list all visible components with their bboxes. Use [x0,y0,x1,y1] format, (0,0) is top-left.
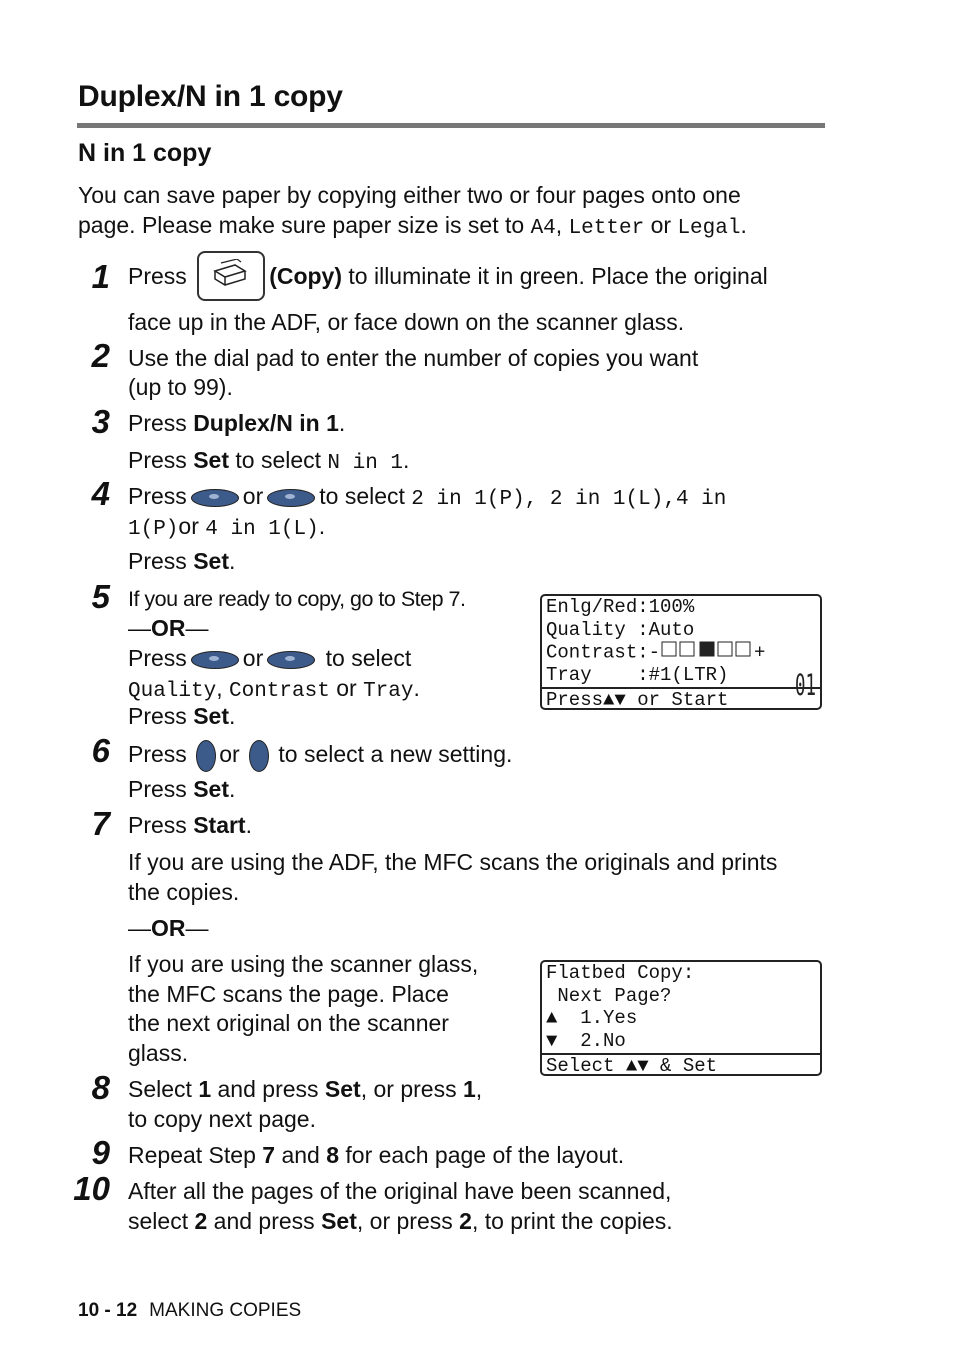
setting-option: 4 in 1(L) [205,518,319,541]
step-6-line-1 [128,740,512,772]
dash: — [128,615,151,641]
size-letter: Letter [568,217,645,240]
setting-option: Contrast [229,680,330,703]
dash: — [185,615,209,641]
step-2-line-1: Use the dial pad to enter the number of copies you want [128,345,699,371]
down-arrow-key-icon [267,651,315,669]
step-ref: 7 [262,1142,276,1168]
step-text: . [318,513,326,539]
lcd-display-next-page [540,960,822,1076]
step-2-line-2: (up to 99). [128,374,233,400]
step-number: 3 [91,403,110,440]
title-rule [77,123,825,128]
intro-or: or [644,212,678,238]
step-7-glass-line-2: the MFC scans the page. Place [128,981,449,1007]
step-number: 2 [91,337,110,374]
step-text: or [178,513,206,539]
step-text: for each page of the layout. [339,1142,625,1168]
intro-dot: . [740,212,747,238]
setting-option: Tray [363,680,414,703]
page-number: 10 - 12 [78,1300,138,1321]
step-5-line-1: If you are ready to copy, go to Step 7. [128,587,466,611]
size-a4: A4 [530,217,556,240]
step-text: Repeat Step [128,1142,263,1168]
lcd-status-row: Select ▲▼ & Set [542,1053,820,1076]
step-7-adf-line-1: If you are using the ADF, the MFC scans the originals and prints [128,849,778,875]
step-text: and press [207,1208,322,1234]
step-text: Press [128,447,194,473]
step-text: to select [228,447,328,473]
step-number: 6 [91,732,110,769]
step-5-line-3 [128,645,411,672]
step-text: , to print the copies. [471,1208,673,1234]
intro-line-1: You can save paper by copying either two or four pages onto one [78,182,741,208]
step-text: . [228,703,236,729]
or-separator [128,915,209,942]
dash: — [185,915,209,941]
step-text: , or press [360,1076,463,1102]
set-key-label: Set [324,1076,361,1102]
step-text: Press [128,645,187,671]
step-3-line-2 [128,447,409,475]
lcd-row: ▲ 1.Yes [546,1007,638,1030]
duplex-key-label: Duplex/N in 1 [193,410,339,436]
step-text: or [219,741,240,768]
or-label: OR [151,615,186,641]
right-arrow-key-icon [249,740,269,772]
key-1-label: 1 [198,1076,212,1102]
step-text: to select a new setting. [278,741,513,768]
page-footer [78,1300,301,1322]
step-text: Press [128,548,194,574]
step-9-line-1 [128,1142,624,1169]
chapter-title: MAKING COPIES [149,1300,302,1321]
setting-options: 2 in 1(P), 2 in 1(L),4 in [411,488,727,511]
step-text: and press [211,1076,325,1102]
lcd-contrast-label: Contrast:- [546,641,661,664]
intro-line-2 [78,210,838,244]
intro-text: page. Please make sure paper size is set to [78,212,531,238]
set-key-label: Set [193,776,229,802]
step-4-line-1 [128,483,726,511]
step-3-line-1 [128,410,345,437]
step-7-glass-line-3: the next original on the scanner [128,1010,449,1036]
step-number: 4 [91,475,110,512]
step-number: 7 [91,805,110,842]
size-legal: Legal [677,217,741,240]
step-7-glass-line-1: If you are using the scanner glass, [128,951,479,977]
step-8-line-1 [128,1076,482,1103]
up-arrow-key-icon [191,489,239,507]
step-7-adf-line-2: the copies. [128,879,240,905]
step-text: . [228,548,236,574]
step-10-line-2 [128,1208,673,1235]
step-text: , [216,675,229,701]
step-text: Press [128,703,194,729]
lcd-contrast-plus: + [754,641,766,664]
down-arrow-key-icon [267,489,315,507]
step-5-line-5 [128,703,235,730]
start-key-label: Start [193,812,246,838]
set-key-label: Set [193,447,229,473]
step-text: . [228,776,236,802]
step-text: to select [319,483,412,509]
step-text: , or press [356,1208,460,1234]
step-1-line-2: face up in the ADF, or face down on the scanner glass. [128,309,685,335]
step-ref: 8 [326,1142,340,1168]
step-4-line-3 [128,548,235,575]
step-text: . [245,812,252,838]
step-text: . [403,447,410,473]
up-arrow-key-icon [191,651,239,669]
or-separator [128,615,209,642]
step-6-line-2 [128,776,235,803]
lcd-row: Quality :Auto [546,618,695,641]
left-arrow-key-icon [196,740,216,772]
set-key-label: Set [193,548,229,574]
step-number: 9 [91,1134,110,1171]
key-2-label: 2 [459,1208,472,1234]
step-text: to illuminate it in green. Place the original [342,263,768,290]
lcd-status-row: Press▲▼ or Start [542,687,820,710]
step-number: 5 [91,578,110,615]
copy-key-label: (Copy) [269,263,343,290]
set-key-label: Set [193,703,229,729]
step-text: select [128,1208,195,1234]
step-7-line-1 [128,812,252,839]
step-5-line-4 [128,675,420,703]
step-number: 1 [91,258,110,295]
step-text: or [329,675,364,701]
lcd-row: ▼ 2.No [546,1030,626,1053]
step-text: Press [128,263,187,290]
step-text: Press [128,776,194,802]
lcd-row: Flatbed Copy: [546,962,695,984]
setting-option: Quality [128,680,217,703]
step-text: to select [325,645,412,671]
or-label: OR [151,915,186,941]
dash: — [128,915,151,941]
step-4-line-2 [128,513,325,541]
step-number: 10 [73,1170,110,1207]
lcd-copy-count: 01 [795,668,816,702]
step-text: Press [128,483,187,509]
contrast-scale-icon [660,641,754,664]
step-text: , [475,1076,483,1102]
copy-key-icon [197,251,265,301]
section-heading: N in 1 copy [78,139,212,167]
key-1-label: 1 [462,1076,476,1102]
page-title: Duplex/N in 1 copy [78,80,343,113]
lcd-row: Enlg/Red:100% [546,596,695,618]
key-2-label: 2 [194,1208,208,1234]
intro-comma: , [555,212,569,238]
step-text: Press [128,410,194,436]
step-text: or [242,645,264,671]
setting-option: 1(P) [128,518,179,541]
lcd-display-settings [540,594,822,710]
lcd-row: Tray :#1(LTR) [546,664,729,687]
step-text: . [338,410,346,436]
step-1-line-1 [128,253,768,303]
step-text: Press [128,741,187,768]
set-key-label: Set [321,1208,357,1234]
step-text: Select [128,1076,199,1102]
step-text: and [275,1142,327,1168]
lcd-row [542,641,820,664]
step-10-line-1: After all the pages of the original have been scanned, [128,1178,672,1204]
setting-value: N in 1 [327,452,404,475]
step-text: or [242,483,264,509]
step-7-glass-line-4: glass. [128,1040,189,1066]
step-8-line-2: to copy next page. [128,1106,316,1132]
step-text: . [413,675,420,701]
step-number: 8 [91,1069,110,1106]
step-text: Press [128,812,194,838]
lcd-row: Next Page? [546,984,672,1007]
intro-paragraph [78,180,838,244]
